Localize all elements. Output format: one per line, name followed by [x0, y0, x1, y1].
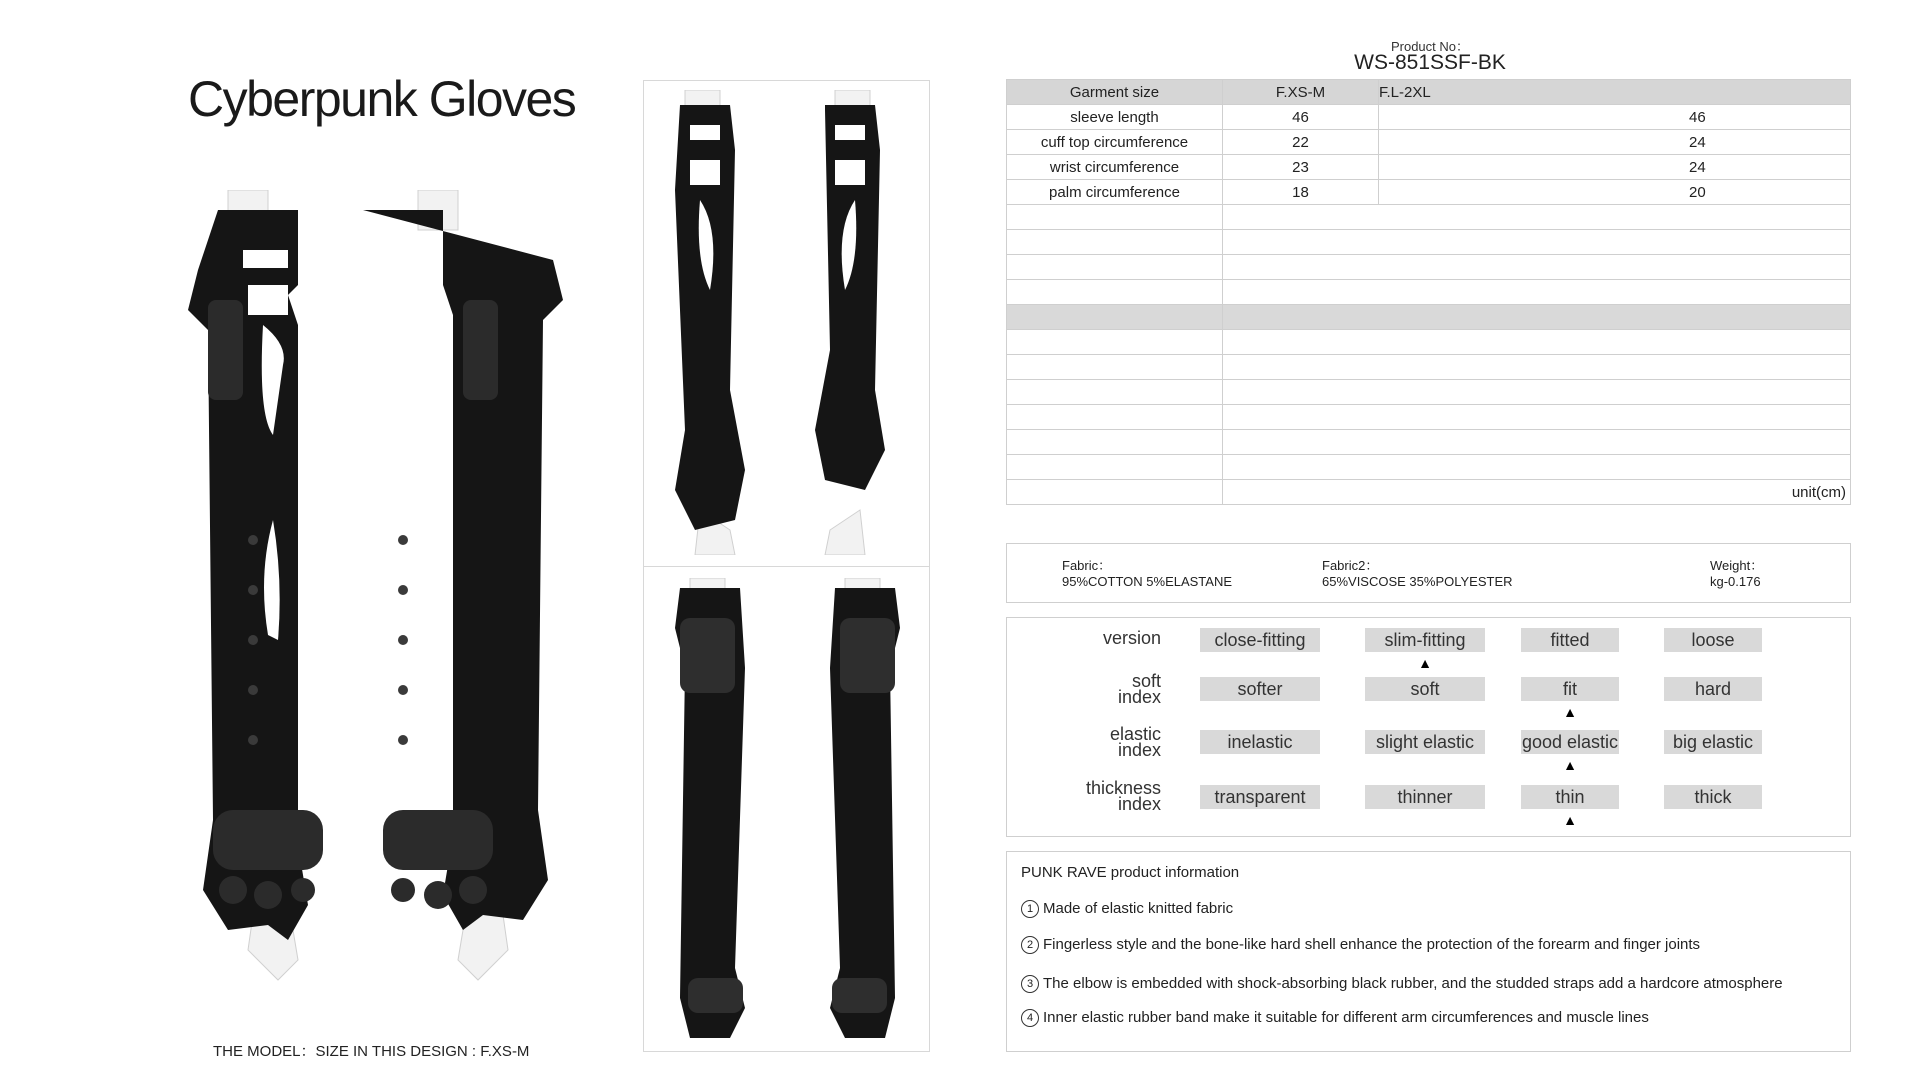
measure-label: sleeve length	[1007, 105, 1223, 130]
inner-view-photo	[660, 90, 915, 555]
selected-marker-icon: ▲	[1563, 812, 1577, 828]
empty-row	[1007, 255, 1851, 280]
weight-value: kg-0.176	[1710, 574, 1761, 589]
soft-index-label	[1041, 673, 1161, 705]
soft-option-hard: hard	[1664, 677, 1762, 701]
elastic-option-big-elastic: big elastic	[1664, 730, 1762, 754]
measure-label: palm circumference	[1007, 180, 1223, 205]
empty-row	[1007, 330, 1851, 355]
weight-label: Weight：	[1710, 558, 1764, 573]
empty-row	[1007, 455, 1851, 480]
size-header-garment: Garment size	[1007, 80, 1223, 105]
fabric2-label: Fabric2：	[1322, 558, 1379, 573]
empty-row	[1007, 355, 1851, 380]
version-option-loose: loose	[1664, 628, 1762, 652]
unit-row	[1007, 480, 1851, 505]
page-title: Cyberpunk Gloves	[188, 71, 576, 127]
circled-number-icon: 3	[1021, 975, 1039, 993]
circled-number-icon: 1	[1021, 900, 1039, 918]
info-item	[1021, 1009, 1649, 1027]
soft-label-line2: index	[1117, 687, 1161, 707]
selected-marker-icon: ▲	[1563, 704, 1577, 720]
thickness-label-line2: index	[1117, 794, 1161, 814]
empty-row	[1007, 280, 1851, 305]
model-size-note: THE MODEL：SIZE IN THIS DESIGN : F.XS-M	[213, 1043, 530, 1060]
version-label	[1041, 630, 1161, 646]
size-table	[1006, 79, 1851, 505]
main-product-photo	[188, 190, 588, 990]
soft-option-softer: softer	[1200, 677, 1320, 701]
measure-value-xs-m: 22	[1223, 130, 1379, 155]
measure-label: wrist circumference	[1007, 155, 1223, 180]
empty-row	[1007, 205, 1851, 230]
thickness-option-thick: thick	[1664, 785, 1762, 809]
size-header-xs-m: F.XS-M	[1223, 80, 1379, 105]
fabric1-label: Fabric：	[1062, 558, 1112, 573]
selected-marker-icon: ▲	[1563, 757, 1577, 773]
measure-value-xs-m: 23	[1223, 155, 1379, 180]
thickness-option-thinner: thinner	[1365, 785, 1485, 809]
info-item-text: Made of elastic knitted fabric	[1043, 900, 1234, 917]
measure-label: cuff top circumference	[1007, 130, 1223, 155]
table-row	[1007, 105, 1851, 130]
weight	[1710, 558, 1763, 590]
fabric1	[1062, 558, 1232, 590]
product-info-box	[1006, 851, 1851, 1052]
thickness-index-label	[1041, 780, 1161, 812]
info-item-text: The elbow is embedded with shock-absorbing black rubber, and the studded straps add a hardcore atmosphere	[1043, 975, 1783, 992]
elastic-label-line1: elastic	[1109, 724, 1161, 744]
measure-value-xs-m: 18	[1223, 180, 1379, 205]
product-number-label: Product No：	[1390, 39, 1470, 54]
size-header-l-2xl: F.L-2XL	[1379, 80, 1851, 105]
circled-number-icon: 4	[1021, 1009, 1039, 1027]
measure-value-xs-m: 46	[1223, 105, 1379, 130]
empty-row	[1007, 230, 1851, 255]
info-heading: PUNK RAVE product information	[1021, 864, 1240, 881]
elastic-option-inelastic: inelastic	[1200, 730, 1320, 754]
table-row	[1007, 155, 1851, 180]
table-row	[1007, 180, 1851, 205]
version-option-slim-fitting: slim-fitting	[1365, 628, 1485, 652]
unit-label: unit(cm)	[1223, 480, 1851, 505]
elastic-label-line2: index	[1117, 740, 1161, 760]
soft-option-fit: fit	[1521, 677, 1619, 701]
empty-row	[1007, 380, 1851, 405]
measure-value-l-2xl: 24	[1379, 155, 1851, 180]
table-row	[1007, 130, 1851, 155]
product-number: WS-851SSF-BK	[1354, 51, 1506, 74]
measure-value-l-2xl: 24	[1379, 130, 1851, 155]
thickness-option-thin: thin	[1521, 785, 1619, 809]
selected-marker-icon: ▲	[1418, 655, 1432, 671]
version-label-line1: version	[1102, 628, 1161, 648]
info-item	[1021, 936, 1700, 954]
soft-option-soft: soft	[1365, 677, 1485, 701]
elastic-option-good-elastic: good elastic	[1521, 732, 1619, 752]
info-item	[1021, 975, 1783, 993]
measure-value-l-2xl: 20	[1379, 180, 1851, 205]
fabric2-value: 65%VISCOSE 35%POLYESTER	[1322, 574, 1513, 589]
version-option-close-fitting: close-fitting	[1200, 628, 1320, 652]
soft-label-line1: soft	[1131, 671, 1161, 691]
fabric-box	[1006, 543, 1851, 603]
photo-divider	[643, 566, 930, 567]
version-option-fitted: fitted	[1521, 628, 1619, 652]
empty-row	[1007, 405, 1851, 430]
empty-row-shaded	[1007, 305, 1851, 330]
empty-row	[1007, 430, 1851, 455]
info-item	[1021, 900, 1233, 918]
measure-value-l-2xl: 46	[1379, 105, 1851, 130]
info-item-text: Inner elastic rubber band make it suitable for different arm circumferences and muscle lines	[1043, 1009, 1649, 1026]
circled-number-icon: 2	[1021, 936, 1039, 954]
fabric2	[1322, 558, 1513, 590]
fabric1-value: 95%COTTON 5%ELASTANE	[1062, 574, 1233, 589]
index-box	[1006, 617, 1851, 837]
info-item-text: Fingerless style and the bone-like hard shell enhance the protection of the forearm and finger joints	[1043, 936, 1701, 953]
elastic-option-slight-elastic: slight elastic	[1365, 730, 1485, 754]
outer-view-photo	[660, 578, 915, 1043]
thickness-label-line1: thickness	[1085, 778, 1161, 798]
elastic-index-label	[1041, 726, 1161, 758]
size-table-header	[1007, 80, 1851, 105]
thickness-option-transparent: transparent	[1200, 785, 1320, 809]
